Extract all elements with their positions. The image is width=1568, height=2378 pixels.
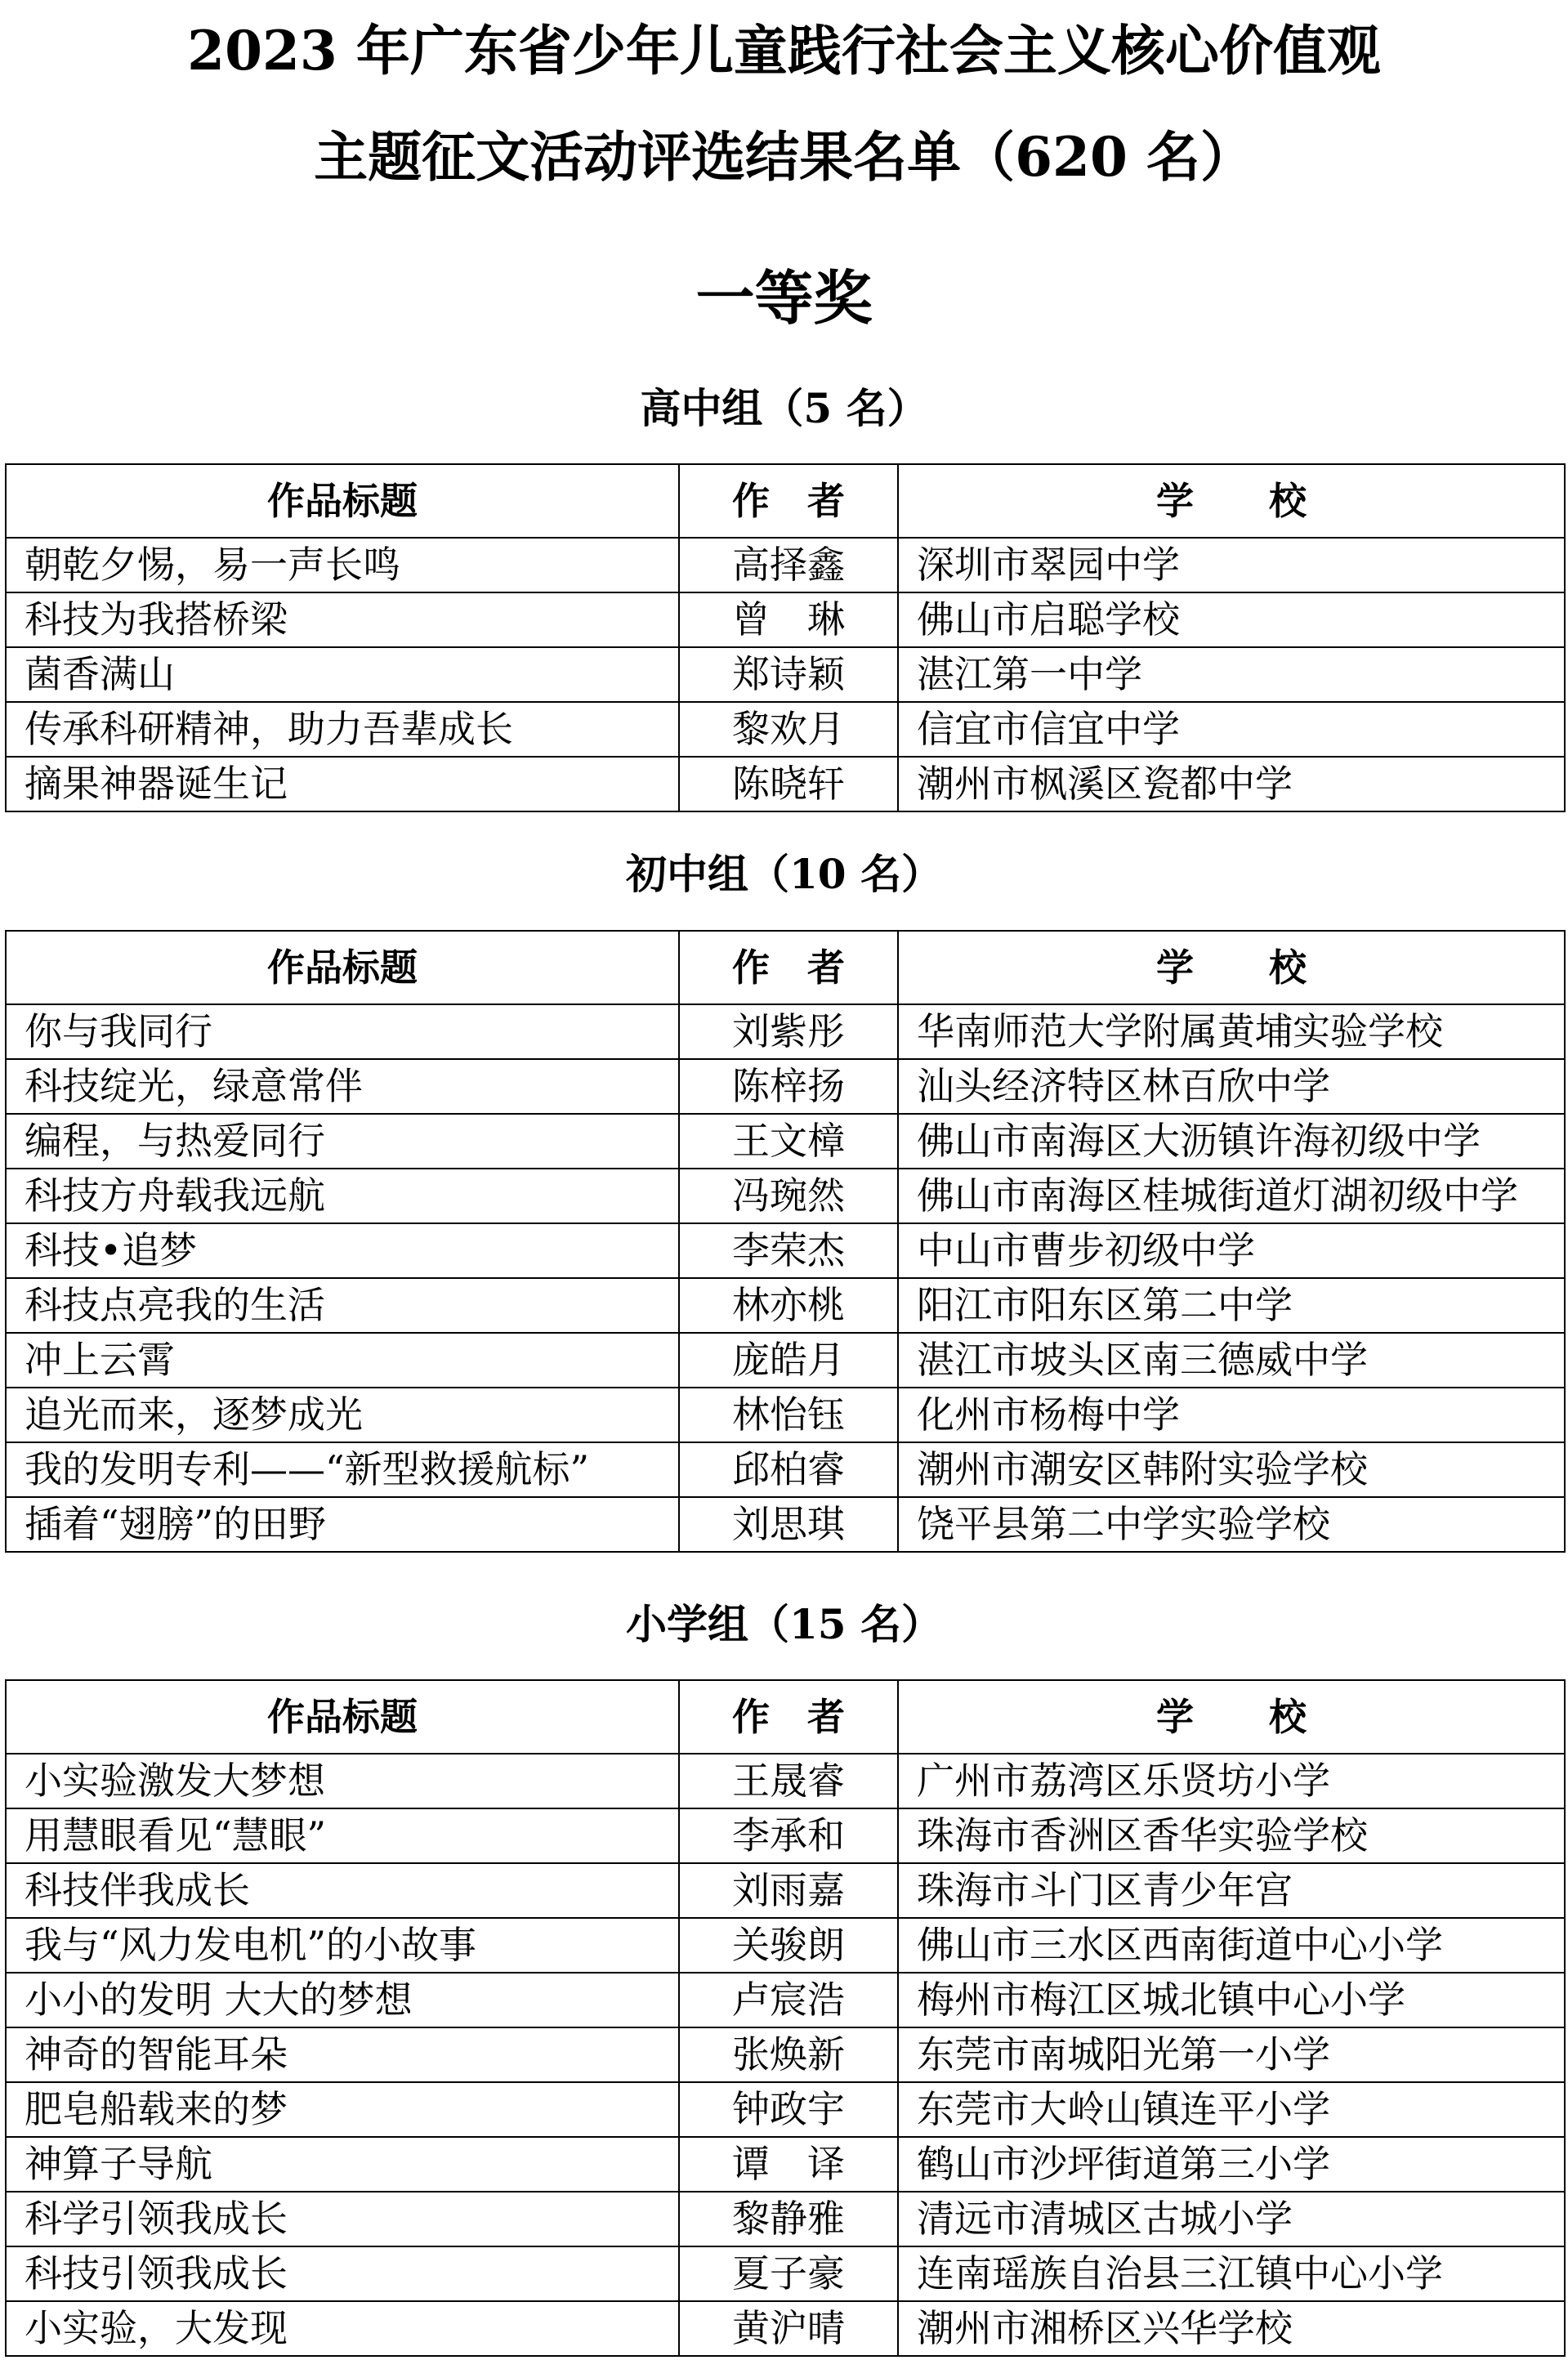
cell-author: 郑诗颖: [679, 647, 898, 702]
cell-title: 科技绽光，绿意常伴: [6, 1059, 679, 1114]
table-row: [6, 1808, 1565, 1863]
table-header-row: [6, 464, 1565, 538]
cell-author: 王文樟: [679, 1114, 898, 1169]
table-row: [6, 592, 1565, 647]
cell-author: 张焕新: [679, 2027, 898, 2082]
cell-school: 佛山市南海区桂城街道灯湖初级中学: [898, 1169, 1565, 1223]
table-row: [6, 1863, 1565, 1918]
cell-school: 梅州市梅江区城北镇中心小学: [898, 1973, 1565, 2027]
cell-school: 东莞市大岭山镇连平小学: [898, 2082, 1565, 2137]
cell-school: 佛山市三水区西南街道中心小学: [898, 1918, 1565, 1973]
cell-author: 刘紫彤: [679, 1004, 898, 1059]
cell-title: 神奇的智能耳朵: [6, 2027, 679, 2082]
cell-author: 黄沪晴: [679, 2301, 898, 2356]
table-header-row: [6, 931, 1565, 1004]
cell-school: 阳江市阳东区第二中学: [898, 1278, 1565, 1333]
cell-title: 小实验激发大梦想: [6, 1754, 679, 1808]
cell-school: 深圳市翠园中学: [898, 538, 1565, 592]
cell-author: 陈梓扬: [679, 1059, 898, 1114]
cell-author: 刘思琪: [679, 1497, 898, 1552]
cell-school: 珠海市香洲区香华实验学校: [898, 1808, 1565, 1863]
column-header-author: 作 者: [679, 931, 898, 1004]
table-row: [6, 538, 1565, 592]
cell-author: 李承和: [679, 1808, 898, 1863]
table-header-row: [6, 1680, 1565, 1754]
cell-title: 小小的发明 大大的梦想: [6, 1973, 679, 2027]
table-row: [6, 1114, 1565, 1169]
cell-title: 科技引领我成长: [6, 2246, 679, 2301]
cell-title: 朝乾夕惕，易一声长鸣: [6, 538, 679, 592]
cell-school: 湛江市坡头区南三德威中学: [898, 1333, 1565, 1388]
cell-title: 冲上云霄: [6, 1333, 679, 1388]
column-header-title: 作品标题: [6, 464, 679, 538]
cell-author: 关骏朗: [679, 1918, 898, 1973]
high-school-table: [5, 463, 1566, 812]
cell-title: 用慧眼看见“慧眼”: [6, 1808, 679, 1863]
award-level-heading: 一等奖: [695, 263, 873, 333]
table-row: [6, 702, 1565, 757]
table-body: [6, 1754, 1565, 2356]
table-row: [6, 2246, 1565, 2301]
table-row: [6, 1497, 1565, 1552]
cell-title: 追光而来，逐梦成光: [6, 1388, 679, 1442]
cell-school: 湛江第一中学: [898, 647, 1565, 702]
cell-school: 化州市杨梅中学: [898, 1388, 1565, 1442]
cell-title: 科技为我搭桥梁: [6, 592, 679, 647]
cell-title: 你与我同行: [6, 1004, 679, 1059]
cell-author: 曾 琳: [679, 592, 898, 647]
cell-school: 佛山市南海区大沥镇许海初级中学: [898, 1114, 1565, 1169]
cell-school: 饶平县第二中学实验学校: [898, 1497, 1565, 1552]
table-row: [6, 1388, 1565, 1442]
cell-school: 中山市曹步初级中学: [898, 1223, 1565, 1278]
cell-author: 庞皓月: [679, 1333, 898, 1388]
table-row: [6, 1973, 1565, 2027]
cell-school: 清远市清城区古城小学: [898, 2192, 1565, 2246]
table-body: [6, 538, 1565, 811]
cell-author: 王晟睿: [679, 1754, 898, 1808]
table-row: [6, 2082, 1565, 2137]
page-title-line-1: 2023 年广东省少年儿童践行社会主义核心价值观: [187, 19, 1381, 83]
middle-school-table: [5, 930, 1566, 1553]
cell-title: 插着“翅膀”的田野: [6, 1497, 679, 1552]
table-row: [6, 1278, 1565, 1333]
cell-school: 信宜市信宜中学: [898, 702, 1565, 757]
cell-author: 夏子豪: [679, 2246, 898, 2301]
column-header-author: 作 者: [679, 1680, 898, 1754]
cell-title: 科技•追梦: [6, 1223, 679, 1278]
group-heading-high-school: 高中组（5 名）: [640, 384, 928, 432]
table-row: [6, 647, 1565, 702]
cell-author: 李荣杰: [679, 1223, 898, 1278]
table-row: [6, 1223, 1565, 1278]
table-row: [6, 1918, 1565, 1973]
cell-school: 华南师范大学附属黄埔实验学校: [898, 1004, 1565, 1059]
cell-title: 科技方舟载我远航: [6, 1169, 679, 1223]
column-header-school: 学 校: [898, 1680, 1565, 1754]
table-row: [6, 2137, 1565, 2192]
column-header-school: 学 校: [898, 464, 1565, 538]
cell-author: 黎欢月: [679, 702, 898, 757]
cell-title: 科技伴我成长: [6, 1863, 679, 1918]
group-heading-primary-school: 小学组（15 名）: [626, 1600, 942, 1648]
cell-title: 我的发明专利——“新型救援航标”: [6, 1442, 679, 1497]
cell-author: 陈晓轩: [679, 757, 898, 811]
cell-author: 钟政宇: [679, 2082, 898, 2137]
cell-school: 汕头经济特区林百欣中学: [898, 1059, 1565, 1114]
table-row: [6, 1754, 1565, 1808]
cell-title: 肥皂船载来的梦: [6, 2082, 679, 2137]
cell-school: 潮州市枫溪区瓷都中学: [898, 757, 1565, 811]
cell-school: 珠海市斗门区青少年宫: [898, 1863, 1565, 1918]
primary-school-table: [5, 1679, 1566, 2357]
cell-author: 冯琬然: [679, 1169, 898, 1223]
cell-title: 小实验，大发现: [6, 2301, 679, 2356]
cell-title: 科学引领我成长: [6, 2192, 679, 2246]
cell-title: 科技点亮我的生活: [6, 1278, 679, 1333]
cell-author: 卢宸浩: [679, 1973, 898, 2027]
table-row: [6, 1059, 1565, 1114]
group-heading-middle-school: 初中组（10 名）: [626, 850, 942, 898]
cell-school: 广州市荔湾区乐贤坊小学: [898, 1754, 1565, 1808]
cell-title: 编程，与热爱同行: [6, 1114, 679, 1169]
table-row: [6, 757, 1565, 811]
table-row: [6, 1442, 1565, 1497]
cell-author: 林怡钰: [679, 1388, 898, 1442]
column-header-title: 作品标题: [6, 931, 679, 1004]
table-row: [6, 1333, 1565, 1388]
cell-author: 高择鑫: [679, 538, 898, 592]
column-header-title: 作品标题: [6, 1680, 679, 1754]
cell-author: 邱柏睿: [679, 1442, 898, 1497]
table-row: [6, 1004, 1565, 1059]
cell-title: 菌香满山: [6, 647, 679, 702]
table-body: [6, 1004, 1565, 1552]
page-title-line-2: 主题征文活动评选结果名单（620 名）: [314, 125, 1254, 189]
column-header-school: 学 校: [898, 931, 1565, 1004]
cell-title: 传承科研精神，助力吾辈成长: [6, 702, 679, 757]
table-row: [6, 2192, 1565, 2246]
cell-author: 谭 译: [679, 2137, 898, 2192]
cell-author: 刘雨嘉: [679, 1863, 898, 1918]
cell-author: 黎静雅: [679, 2192, 898, 2246]
cell-title: 我与“风力发电机”的小故事: [6, 1918, 679, 1973]
cell-school: 东莞市南城阳光第一小学: [898, 2027, 1565, 2082]
table-row: [6, 2027, 1565, 2082]
cell-author: 林亦桃: [679, 1278, 898, 1333]
cell-school: 鹤山市沙坪街道第三小学: [898, 2137, 1565, 2192]
cell-title: 摘果神器诞生记: [6, 757, 679, 811]
table-row: [6, 1169, 1565, 1223]
cell-school: 佛山市启聪学校: [898, 592, 1565, 647]
cell-school: 潮州市潮安区韩附实验学校: [898, 1442, 1565, 1497]
column-header-author: 作 者: [679, 464, 898, 538]
cell-title: 神算子导航: [6, 2137, 679, 2192]
table-row: [6, 2301, 1565, 2356]
cell-school: 连南瑶族自治县三江镇中心小学: [898, 2246, 1565, 2301]
cell-school: 潮州市湘桥区兴华学校: [898, 2301, 1565, 2356]
